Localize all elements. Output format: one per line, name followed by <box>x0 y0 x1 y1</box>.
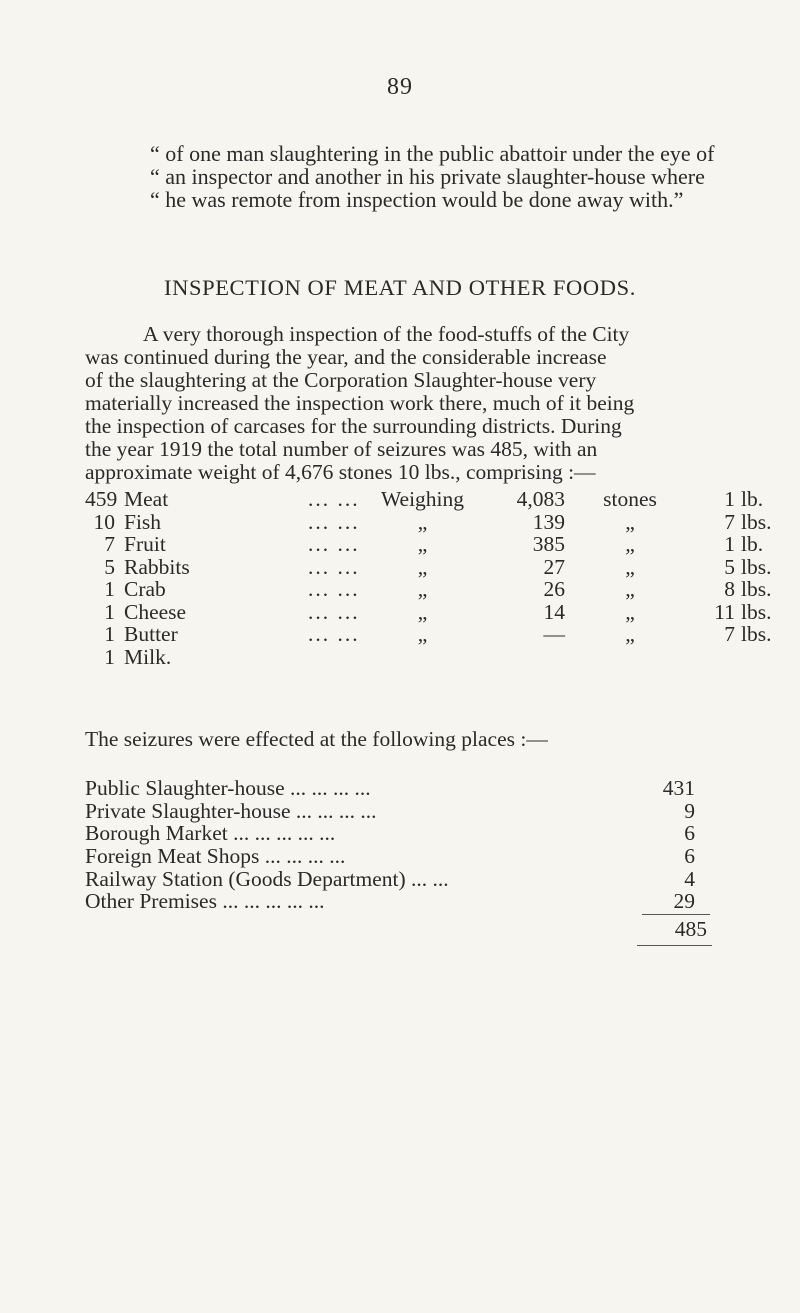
item-lbs-unit: lbs. <box>741 509 772 534</box>
total-seizures: 485 <box>674 917 707 941</box>
item-row <box>85 645 800 668</box>
item-stones: 385 <box>532 532 565 556</box>
item-stones-unit: „ <box>625 622 635 646</box>
place-count: 4 <box>684 866 695 891</box>
item-row <box>85 555 800 578</box>
place-count: 9 <box>684 798 695 823</box>
paragraph-line: A very thorough inspection of the food-stuffs of the City <box>143 322 630 346</box>
item-lbs-unit: lb. <box>741 532 764 556</box>
item-lbs-unit: lbs. <box>741 554 772 579</box>
item-qty: 5 <box>104 554 115 579</box>
item-name: Fish <box>124 509 162 534</box>
item-lbs: 1 <box>724 487 735 511</box>
item-row <box>85 510 800 533</box>
item-qty: 459 <box>85 487 118 511</box>
item-row <box>85 577 800 600</box>
place-row <box>85 821 785 844</box>
leader-dots: ... ... <box>308 577 360 601</box>
item-weighing: „ <box>417 509 428 534</box>
item-stones-unit: „ <box>625 509 635 534</box>
item-name: Milk. <box>124 644 172 669</box>
total-rule-bottom <box>637 945 712 946</box>
seizures-intro: The seizures were effected at the following places :— <box>85 727 548 751</box>
item-weighing: „ <box>417 577 428 601</box>
item-qty: 1 <box>104 644 115 669</box>
leader-dots: ... ... <box>308 622 360 646</box>
item-stones: 4,083 <box>516 487 565 511</box>
item-lbs: 5 <box>724 554 735 579</box>
place-name: Private Slaughter-house ... ... ... ... <box>85 798 377 823</box>
item-lbs: 11 <box>714 599 735 624</box>
seized-items-table <box>85 487 800 667</box>
quote-line: “ of one man slaughtering in the public abattoir under the eye of <box>150 141 715 166</box>
item-stones-unit: stones <box>603 487 657 511</box>
place-row <box>85 776 785 799</box>
item-stones: 26 <box>543 577 565 601</box>
item-qty: 1 <box>104 622 115 646</box>
place-row <box>85 889 785 912</box>
intro-quote <box>150 142 790 211</box>
leader-dots: ... ... <box>308 509 360 534</box>
item-lbs: 7 <box>724 509 735 534</box>
place-name: Other Premises ... ... ... ... ... <box>85 889 325 914</box>
quote-line: “ an inspector and another in his private slaughter-house where <box>150 164 705 189</box>
item-name: Butter <box>124 622 178 646</box>
item-qty: 7 <box>104 532 115 556</box>
place-row <box>85 844 785 867</box>
place-name: Public Slaughter-house ... ... ... ... <box>85 776 371 800</box>
item-name: Meat <box>124 487 169 511</box>
item-qty: 1 <box>104 577 115 601</box>
item-weighing: „ <box>417 622 428 646</box>
item-lbs-unit: lbs. <box>741 599 772 624</box>
place-name: Railway Station (Goods Department) ... ... <box>85 866 449 891</box>
item-stones-unit: „ <box>625 554 635 579</box>
item-weighing: „ <box>417 599 428 624</box>
inspection-paragraph <box>85 323 785 484</box>
place-row <box>85 799 785 822</box>
paragraph-line: was continued during the year, and the considerable increase <box>85 345 607 369</box>
leader-dots: ... ... <box>308 532 360 556</box>
paragraph-line: approximate weight of 4,676 stones 10 lbs., comprising :— <box>85 460 596 484</box>
seizure-places-list <box>85 776 785 912</box>
place-count: 6 <box>684 821 695 846</box>
item-stones-unit: „ <box>625 532 635 556</box>
leader-dots: ... ... <box>308 599 360 624</box>
item-row <box>85 487 800 510</box>
place-count: 29 <box>673 889 695 914</box>
page-number: 89 <box>387 74 413 100</box>
item-weighing: „ <box>417 532 428 556</box>
item-name: Cheese <box>124 599 187 624</box>
item-row <box>85 600 800 623</box>
item-name: Crab <box>124 577 166 601</box>
item-stones: 27 <box>543 554 565 579</box>
total-rule-top <box>642 914 710 915</box>
quote-line: “ he was remote from inspection would be done away with.” <box>150 187 684 212</box>
place-name: Borough Market ... ... ... ... ... <box>85 821 336 846</box>
item-weighing: „ <box>417 554 428 579</box>
item-stones: 14 <box>543 599 565 624</box>
leader-dots: ... ... <box>308 554 360 579</box>
item-name: Fruit <box>124 532 166 556</box>
place-name: Foreign Meat Shops ... ... ... ... <box>85 844 346 869</box>
item-stones: — <box>543 622 565 646</box>
place-row <box>85 867 785 890</box>
item-qty: 1 <box>104 599 115 624</box>
item-lbs-unit: lbs. <box>741 622 772 646</box>
item-weighing: Weighing <box>380 487 465 511</box>
item-row <box>85 622 800 645</box>
paragraph-line: the year 1919 the total number of seizures was 485, with an <box>85 437 598 461</box>
place-count: 6 <box>684 844 695 869</box>
place-count: 431 <box>662 776 695 800</box>
item-qty: 10 <box>93 509 115 534</box>
item-stones-unit: „ <box>625 577 635 601</box>
item-row <box>85 532 800 555</box>
leader-dots: ... ... <box>308 487 360 511</box>
paragraph-line: materially increased the inspection work there, much of it being <box>85 391 635 415</box>
item-lbs: 8 <box>724 577 735 601</box>
item-lbs: 7 <box>724 622 735 646</box>
paragraph-line: the inspection of carcases for the surrounding districts. During <box>85 414 622 438</box>
section-heading: INSPECTION OF MEAT AND OTHER FOODS. <box>164 275 636 300</box>
item-lbs: 1 <box>724 532 735 556</box>
paragraph-line: of the slaughtering at the Corporation Slaughter-house very <box>85 368 597 392</box>
item-lbs-unit: lbs. <box>741 577 772 601</box>
item-stones: 139 <box>532 509 565 534</box>
item-lbs-unit: lb. <box>741 487 764 511</box>
item-name: Rabbits <box>124 554 190 579</box>
item-stones-unit: „ <box>625 599 635 624</box>
